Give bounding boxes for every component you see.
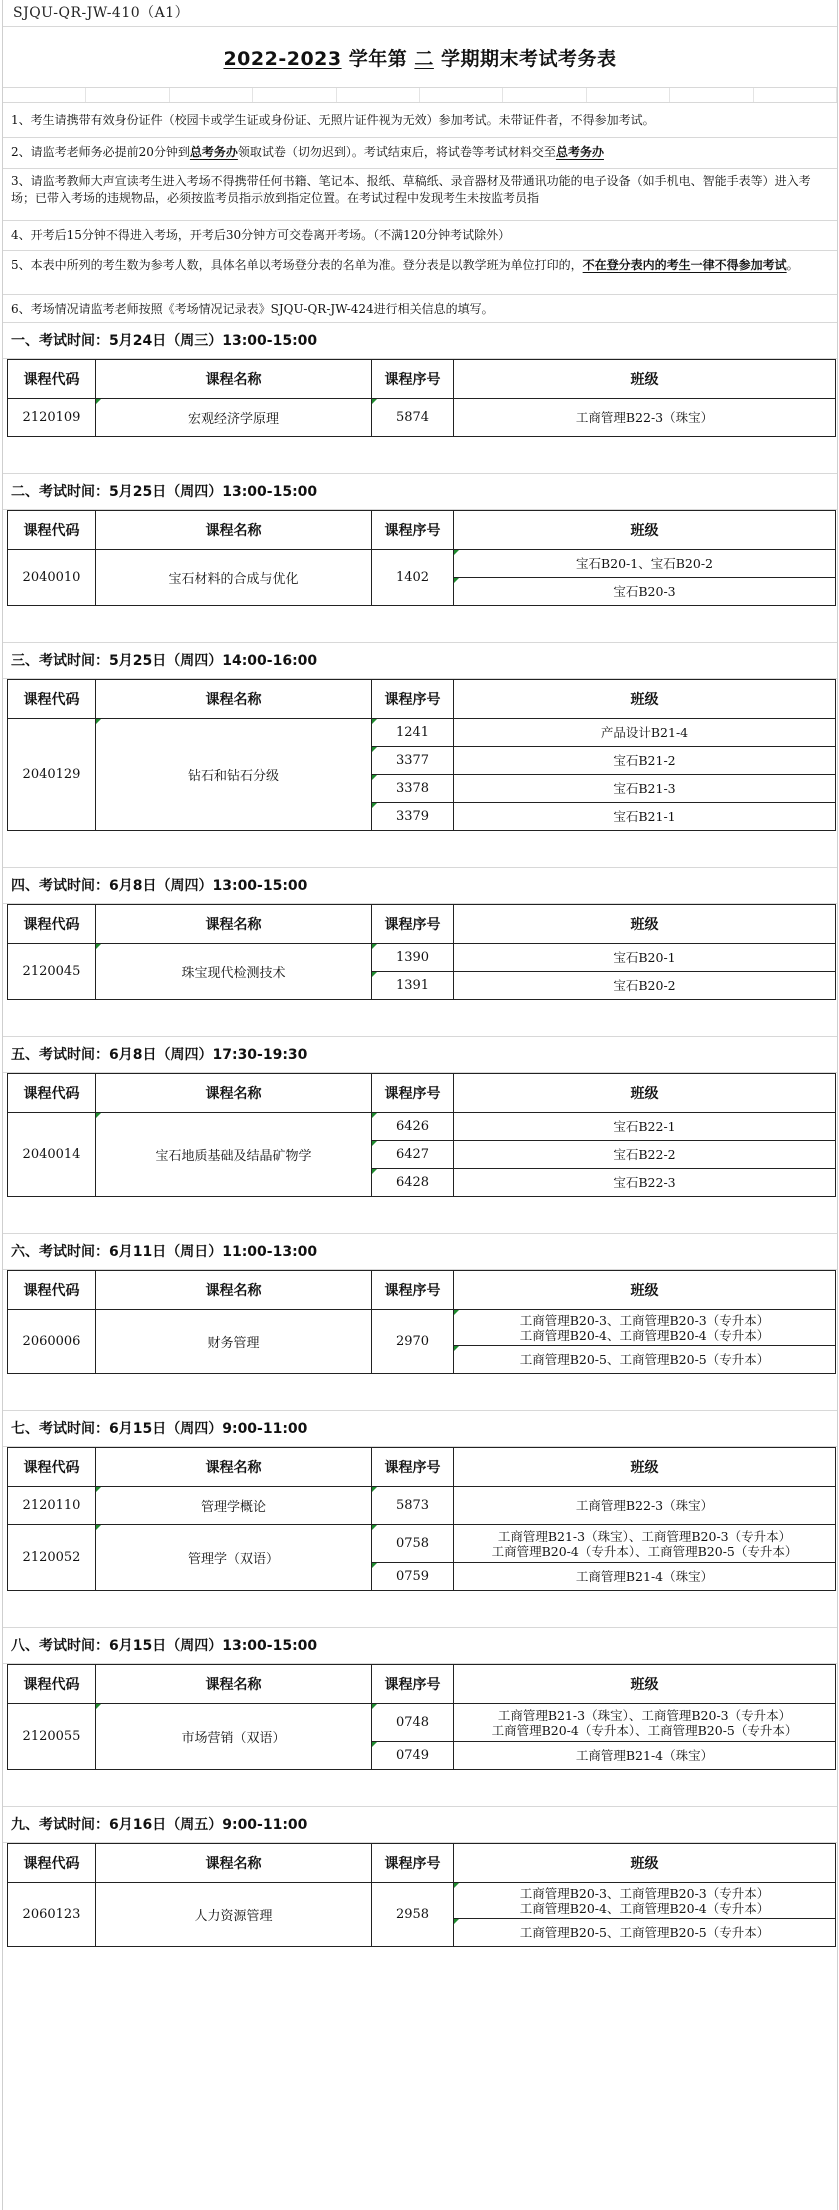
header-course-name: 课程名称	[96, 360, 372, 399]
table-header-row	[8, 1448, 836, 1487]
header-course-seq: 课程序号	[372, 511, 454, 550]
note-2-office-1: 总考务办	[189, 145, 238, 159]
note-2-part-c: 领取试卷（切勿迟到）。考试结束后，将试卷等考试材料交至	[237, 145, 556, 159]
header-course-seq: 课程序号	[372, 1074, 454, 1113]
header-course-code: 课程代码	[8, 1271, 96, 1310]
table-row	[8, 1310, 836, 1346]
header-course-name: 课程名称	[96, 680, 372, 719]
class-cell: 宝石B21-1	[454, 803, 836, 831]
exam-table	[7, 1447, 836, 1591]
exam-table	[7, 1073, 836, 1197]
class-cell: 工商管理B20-3、工商管理B20-3（专升本） 工商管理B20-4、工商管理B20-4（专升本）	[454, 1883, 836, 1919]
table-header-row	[8, 1844, 836, 1883]
exam-table	[7, 1270, 836, 1374]
course-name-cell: 管理学（双语）	[96, 1525, 372, 1591]
header-course-code: 课程代码	[8, 511, 96, 550]
header-class: 班级	[454, 1448, 836, 1487]
title-row	[3, 27, 837, 88]
title-term: 二	[414, 47, 434, 70]
class-cell: 宝石B22-3	[454, 1169, 836, 1197]
note-5-part-a: 5、本表中所列的考生数为参考人数，具体名单以考场登分表的名单为准。登分表是以教学班为单位打印的，	[11, 258, 583, 272]
header-course-name: 课程名称	[96, 1448, 372, 1487]
header-class: 班级	[454, 905, 836, 944]
class-cell: 宝石B21-2	[454, 747, 836, 775]
course-seq-cell: 2958	[372, 1883, 454, 1947]
table-header-row	[8, 511, 836, 550]
table-header-row	[8, 360, 836, 399]
course-name-cell: 宝石地质基础及结晶矿物学	[96, 1113, 372, 1197]
table-row	[8, 719, 836, 747]
section-heading: 八、考试时间：6月15日（周四）13:00-15:00	[3, 1628, 837, 1664]
section-heading: 七、考试时间：6月15日（周四）9:00-11:00	[3, 1411, 837, 1447]
section-heading: 九、考试时间：6月16日（周五）9:00-11:00	[3, 1807, 837, 1843]
course-code-cell: 2040010	[8, 550, 96, 606]
page-title	[223, 44, 616, 71]
course-code-cell: 2120110	[8, 1487, 96, 1525]
course-name-cell: 钻石和钻石分级	[96, 719, 372, 831]
exam-table	[7, 1664, 836, 1770]
note-2-office-2: 总考务办	[555, 145, 604, 159]
header-course-seq: 课程序号	[372, 1844, 454, 1883]
note-5-part-c: 。	[786, 258, 799, 272]
header-class: 班级	[454, 680, 836, 719]
exam-table	[7, 679, 836, 831]
course-seq-cell: 6426	[372, 1113, 454, 1141]
section-spacer	[3, 1197, 837, 1234]
course-seq-cell: 6427	[372, 1141, 454, 1169]
course-code-cell: 2120052	[8, 1525, 96, 1591]
header-course-name: 课程名称	[96, 1074, 372, 1113]
table-row	[8, 1883, 836, 1919]
header-course-code: 课程代码	[8, 680, 96, 719]
class-cell: 宝石B21-3	[454, 775, 836, 803]
blank-grid-row	[3, 88, 837, 103]
note-5	[3, 251, 837, 295]
table-row	[8, 550, 836, 578]
table-header-row	[8, 1074, 836, 1113]
course-code-cell: 2120109	[8, 399, 96, 437]
exam-table	[7, 904, 836, 1000]
class-cell: 宝石B20-1	[454, 944, 836, 972]
course-seq-cell: 2970	[372, 1310, 454, 1374]
note-3: 3、请监考教师大声宣读考生进入考场不得携带任何书籍、笔记本、报纸、草稿纸、录音器材及带通讯功能的电子设备（如手机电、智能手表等）进入考场；已带入考场的违规物品，必须按监考员指示放到指定位置。在考试过程中发现考生未按监考员指	[3, 169, 837, 221]
table-row	[8, 1525, 836, 1563]
header-course-code: 课程代码	[8, 905, 96, 944]
header-course-seq: 课程序号	[372, 1665, 454, 1704]
header-course-code: 课程代码	[8, 1074, 96, 1113]
note-2-part-a: 2、请监考老师务必提前20分钟到	[11, 145, 190, 159]
table-row	[8, 1487, 836, 1525]
note-6: 6、考场情况请监考老师按照《考场情况记录表》SJQU-QR-JW-424进行相关信息的填写。	[3, 295, 837, 323]
class-cell: 工商管理B20-5、工商管理B20-5（专升本）	[454, 1346, 836, 1374]
header-course-seq: 课程序号	[372, 680, 454, 719]
course-seq-cell: 1241	[372, 719, 454, 747]
section-spacer	[3, 831, 837, 868]
course-seq-cell: 1390	[372, 944, 454, 972]
header-class: 班级	[454, 1074, 836, 1113]
header-course-seq: 课程序号	[372, 360, 454, 399]
table-row	[8, 944, 836, 972]
course-code-cell: 2060006	[8, 1310, 96, 1374]
course-seq-cell: 3378	[372, 775, 454, 803]
section-heading: 四、考试时间：6月8日（周四）13:00-15:00	[3, 868, 837, 904]
class-cell: 宝石B20-1、宝石B20-2	[454, 550, 836, 578]
course-seq-cell: 1391	[372, 972, 454, 1000]
section-heading: 五、考试时间：6月8日（周四）17:30-19:30	[3, 1037, 837, 1073]
course-name-cell: 珠宝现代检测技术	[96, 944, 372, 1000]
course-seq-cell: 0748	[372, 1704, 454, 1742]
class-cell: 工商管理B21-3（珠宝）、工商管理B20-3（专升本） 工商管理B20-4（专升本）、工商管理B20-5（专升本）	[454, 1704, 836, 1742]
title-year: 2022-2023	[223, 47, 342, 70]
note-1: 1、考生请携带有效身份证件（校园卡或学生证或身份证、无照片证件视为无效）参加考试。未带证件者，不得参加考试。	[3, 103, 837, 138]
header-class: 班级	[454, 1665, 836, 1704]
section-heading: 一、考试时间：5月24日（周三）13:00-15:00	[3, 323, 837, 359]
table-row	[8, 1113, 836, 1141]
class-cell: 工商管理B22-3（珠宝）	[454, 399, 836, 437]
section-spacer	[3, 1770, 837, 1807]
table-header-row	[8, 905, 836, 944]
header-course-name: 课程名称	[96, 1665, 372, 1704]
course-code-cell: 2040129	[8, 719, 96, 831]
table-header-row	[8, 1665, 836, 1704]
header-course-code: 课程代码	[8, 1844, 96, 1883]
header-course-name: 课程名称	[96, 1271, 372, 1310]
class-cell: 工商管理B20-3、工商管理B20-3（专升本） 工商管理B20-4、工商管理B20-4（专升本）	[454, 1310, 836, 1346]
course-code-cell: 2120045	[8, 944, 96, 1000]
class-cell: 工商管理B21-4（珠宝）	[454, 1563, 836, 1591]
section-spacer	[3, 1000, 837, 1037]
course-name-cell: 财务管理	[96, 1310, 372, 1374]
course-seq-cell: 0759	[372, 1563, 454, 1591]
course-seq-cell: 5874	[372, 399, 454, 437]
class-cell: 宝石B22-2	[454, 1141, 836, 1169]
header-course-name: 课程名称	[96, 1844, 372, 1883]
section-spacer	[3, 1374, 837, 1411]
exam-table	[7, 1843, 836, 1947]
course-code-cell: 2060123	[8, 1883, 96, 1947]
exam-table	[7, 510, 836, 606]
section-spacer	[3, 1591, 837, 1628]
table-row	[8, 399, 836, 437]
section-spacer	[3, 606, 837, 643]
header-course-name: 课程名称	[96, 905, 372, 944]
course-seq-cell: 3377	[372, 747, 454, 775]
header-course-seq: 课程序号	[372, 1271, 454, 1310]
course-seq-cell: 1402	[372, 550, 454, 606]
course-seq-cell: 6428	[372, 1169, 454, 1197]
course-name-cell: 市场营销（双语）	[96, 1704, 372, 1770]
section-spacer	[3, 437, 837, 474]
course-name-cell: 管理学概论	[96, 1487, 372, 1525]
header-course-code: 课程代码	[8, 1448, 96, 1487]
header-course-seq: 课程序号	[372, 1448, 454, 1487]
table-header-row	[8, 1271, 836, 1310]
course-seq-cell: 0758	[372, 1525, 454, 1563]
header-class: 班级	[454, 511, 836, 550]
title-tail: 学期期末考试考务表	[441, 47, 617, 70]
header-class: 班级	[454, 1271, 836, 1310]
header-class: 班级	[454, 360, 836, 399]
document-code: SJQU-QR-JW-410（A1）	[3, 0, 837, 27]
course-code-cell: 2120055	[8, 1704, 96, 1770]
class-cell: 工商管理B22-3（珠宝）	[454, 1487, 836, 1525]
exam-schedule-sheet	[2, 0, 838, 2210]
course-code-cell: 2040014	[8, 1113, 96, 1197]
course-name-cell: 宝石材料的合成与优化	[96, 550, 372, 606]
table-row	[8, 1704, 836, 1742]
note-4: 4、开考后15分钟不得进入考场，开考后30分钟方可交卷离开考场。（不满120分钟考试除外）	[3, 221, 837, 251]
class-cell: 宝石B20-3	[454, 578, 836, 606]
course-seq-cell: 3379	[372, 803, 454, 831]
course-name-cell: 宏观经济学原理	[96, 399, 372, 437]
header-course-code: 课程代码	[8, 360, 96, 399]
class-cell: 宝石B22-1	[454, 1113, 836, 1141]
section-heading: 二、考试时间：5月25日（周四）13:00-15:00	[3, 474, 837, 510]
header-course-seq: 课程序号	[372, 905, 454, 944]
exam-table	[7, 359, 836, 437]
header-course-name: 课程名称	[96, 511, 372, 550]
class-cell: 工商管理B20-5、工商管理B20-5（专升本）	[454, 1919, 836, 1947]
table-header-row	[8, 680, 836, 719]
class-cell: 产品设计B21-4	[454, 719, 836, 747]
class-cell: 工商管理B21-4（珠宝）	[454, 1742, 836, 1770]
header-course-code: 课程代码	[8, 1665, 96, 1704]
course-seq-cell: 0749	[372, 1742, 454, 1770]
course-seq-cell: 5873	[372, 1487, 454, 1525]
course-name-cell: 人力资源管理	[96, 1883, 372, 1947]
note-5-emphasis: 不在登分表内的考生一律不得参加考试	[582, 258, 787, 272]
class-cell: 工商管理B21-3（珠宝）、工商管理B20-3（专升本） 工商管理B20-4（专升本）、工商管理B20-5（专升本）	[454, 1525, 836, 1563]
section-heading: 六、考试时间：6月11日（周日）11:00-13:00	[3, 1234, 837, 1270]
header-class: 班级	[454, 1844, 836, 1883]
note-2	[3, 138, 837, 169]
class-cell: 宝石B20-2	[454, 972, 836, 1000]
exam-sections	[3, 323, 837, 1947]
section-heading: 三、考试时间：5月25日（周四）14:00-16:00	[3, 643, 837, 679]
title-mid: 学年第	[348, 47, 408, 70]
